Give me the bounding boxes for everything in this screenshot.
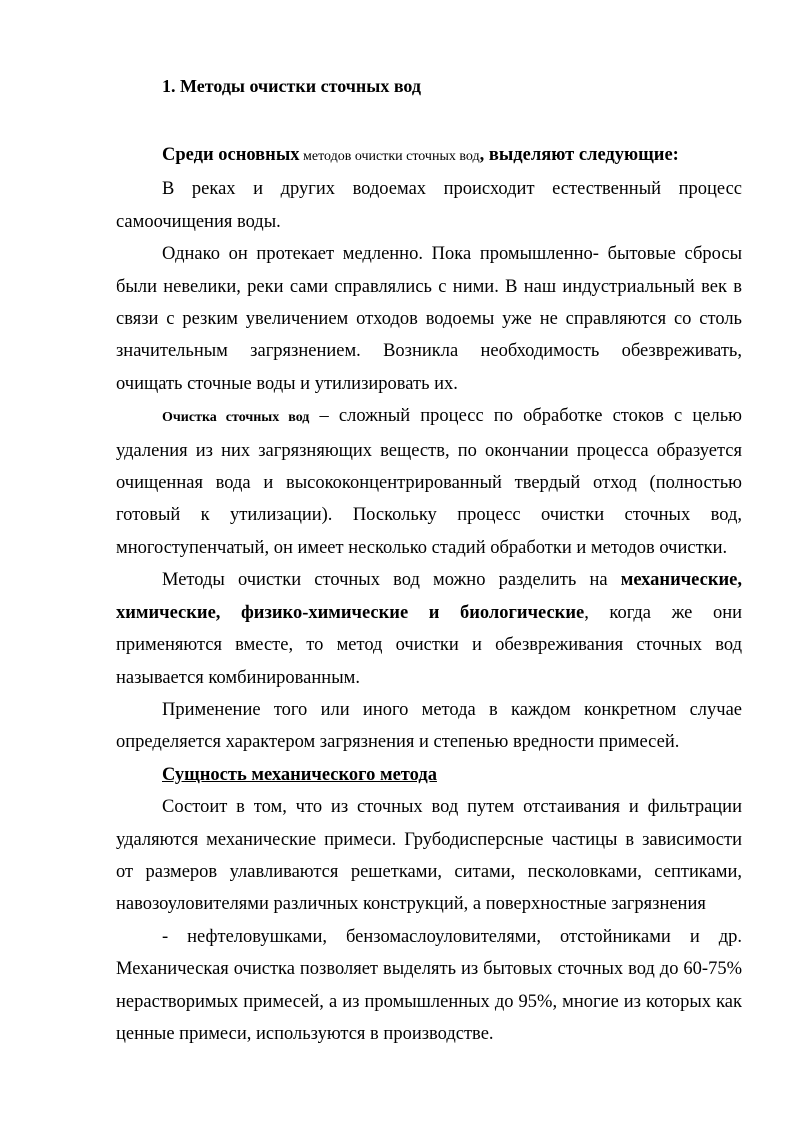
definition-text: – сложный процесс по обработке стоков с целью удаления из них загрязняющих веществ, по окончании процесса образуется очищенная вода и высококонцентрированный твердый отход (полностью готовый к утилизации). Поскольку процесс очистки сточных вод, многоступенчатый, он имеет несколько стадий обработки и методов очистки. <box>116 406 742 558</box>
paragraph-self-purification: В реках и других водоемах происходит естественный процесс самоочищения воды. <box>116 179 742 232</box>
subheading-text: Сущность механического метода <box>162 764 437 785</box>
definition-term: Очистка сточных вод <box>162 410 310 426</box>
method-types-bold: механические, химические, физико-химические и биологические <box>116 570 742 623</box>
paragraph-definition <box>116 400 742 564</box>
method-types-start: Методы очистки сточных вод можно разделить на <box>162 570 621 591</box>
paragraph-mechanical-essence: Состоит в том, что из сточных вод путем отстаивания и фильтрации удаляются механические примеси. Грубодисперсные частицы в зависимости от размеров улавливаются решетками, ситами, песколовками, септиками, навозоуловителями различных конструкций, а поверхностные загрязнения <box>116 797 742 915</box>
intro-small-text: методов очистки сточных вод <box>299 149 480 164</box>
document-body <box>116 139 742 1050</box>
paragraph-method-types <box>116 564 742 694</box>
intro-paragraph <box>116 139 742 173</box>
method-types-end: , когда же они применяются вместе, то метод очистки и обезвреживания сточных вод называется комбинированным. <box>116 602 742 688</box>
section-heading: 1. Методы очистки сточных вод <box>162 76 422 96</box>
mechanical-method-subheading <box>116 759 742 791</box>
paragraph-mechanical-efficiency: - нефтеловушками, бензомаслоуловителями, отстойниками и др. Механическая очистка позволяет выделять из бытовых сточных вод до 60-75% нерастворимых примесей, а из промышленных до 95%, многие из которых как ценные примеси, используются в производстве. <box>116 926 742 1044</box>
paragraph-pollution-growth: Однако он протекает медленно. Пока промышленно- бытовые сбросы были невелики, реки сами справлялись с ними. В наш индустриальный век в связи с резким увеличением отходов водоемы уже не справляются со столь значительным загрязнением. Возникла необходимость обезвреживать, очищать сточные воды и утилизировать их. <box>116 244 742 394</box>
intro-bold-start: Среди основных <box>162 145 300 165</box>
paragraph-method-choice: Применение того или иного метода в каждом конкретном случае определяется характером загрязнения и степенью вредности примесей. <box>116 699 742 753</box>
intro-bold-end: , выделяют следующие: <box>479 145 679 165</box>
